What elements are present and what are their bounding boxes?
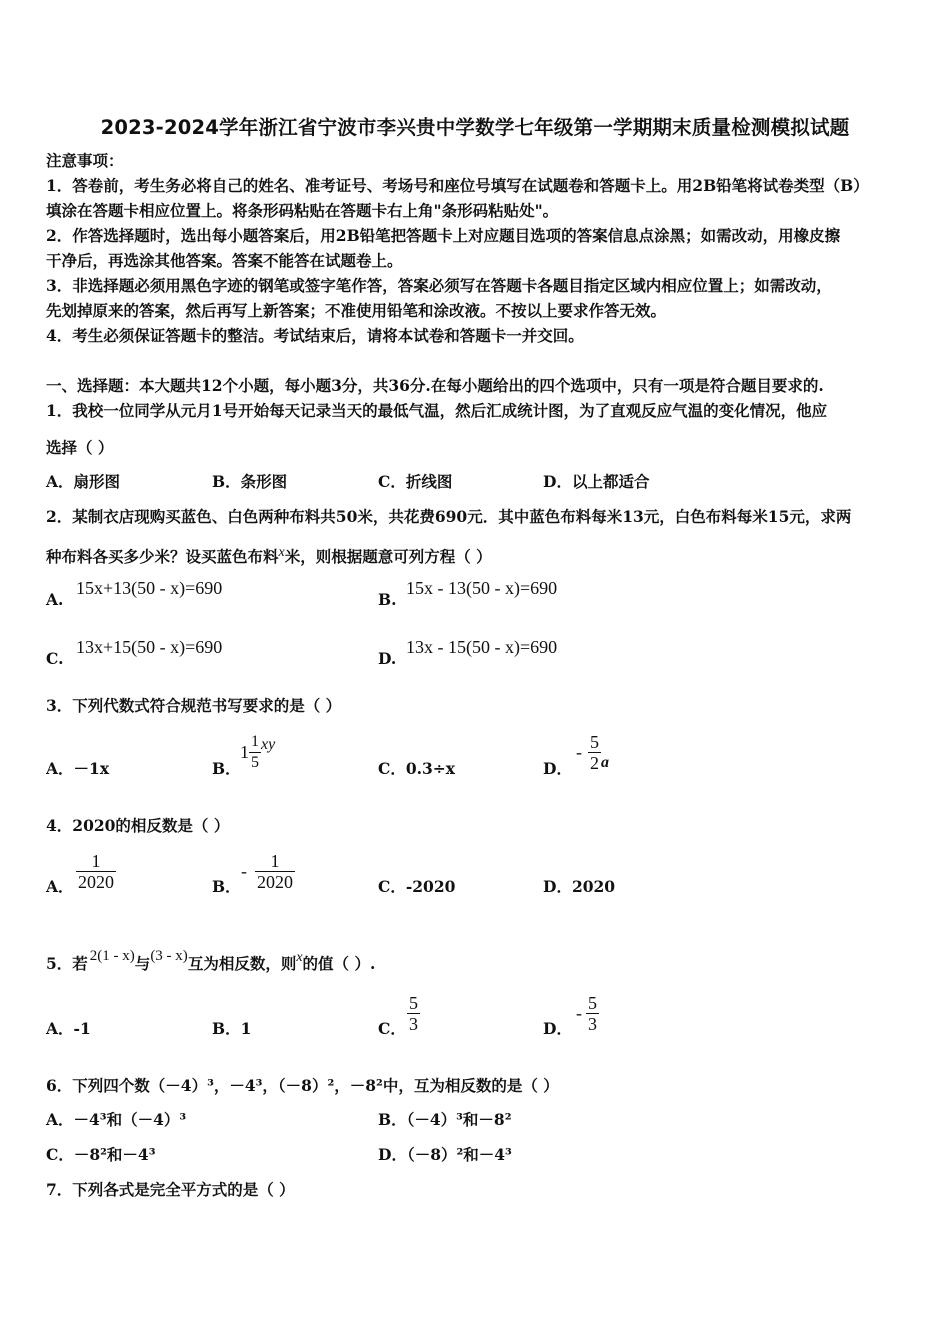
question-4-option-c: C．-2020: [378, 877, 456, 896]
expression-3-minus-x: (3 - x): [150, 948, 188, 964]
question-6-option-d: D．（－8）²和－4³: [378, 1145, 512, 1164]
question-6-stem: 6．下列四个数（－4）³，－4³，（－8）²，－8²中，互为相反数的是（ ）: [46, 1076, 559, 1095]
question-2-equation-c: 13x+15(50 - x)=690: [76, 637, 223, 657]
question-1-option-c: C．折线图: [378, 472, 453, 491]
question-3-stem: 3．下列代数式符合规范书写要求的是（ ）: [46, 696, 342, 715]
question-3-option-d-math: [576, 732, 609, 773]
notice-line: 2．作答选择题时，选出每小题答案后，用2B铅笔把答题卡上对应题目选项的答案信息点涂黑；如需改动，用橡皮擦: [46, 226, 841, 245]
notice-line: 4．考生必须保证答题卡的整洁。考试结束后，请将本试卷和答题卡一并交回。: [46, 326, 584, 345]
question-1-stem: 1．我校一位同学从元月1号开始每天记录当天的最低气温，然后汇成统计图，为了直观反应气温的变化情况，他应: [46, 401, 828, 420]
variable-xy: xy: [261, 735, 276, 753]
question-5-label-c: C．: [378, 1019, 406, 1038]
fraction-numerator: 5: [588, 993, 597, 1013]
notice-line: 填涂在答题卡相应位置上。将条形码粘贴在答题卡右上角"条形码粘贴处"。: [46, 201, 559, 220]
option-value: －1x: [73, 759, 110, 778]
question-3-option-b-math: [240, 732, 275, 773]
question-5-text: 5．若: [46, 954, 88, 973]
question-1-option-a: A．扇形图: [46, 472, 121, 491]
question-2-equation-b: 15x - 13(50 - x)=690: [406, 578, 558, 598]
notice-line: 先划掉原来的答案，然后再写上新答案；不准使用铅笔和涂改液。不按以上要求作答无效。: [46, 301, 667, 320]
fraction: [249, 732, 261, 773]
question-6-option-b: B．（－4）³和－8²: [378, 1110, 512, 1129]
fraction-denominator: 3: [588, 1014, 597, 1034]
option-value: 0.3÷x: [405, 759, 456, 778]
question-5-option-c-math: [407, 993, 420, 1034]
question-2-label-d: D.: [378, 649, 397, 668]
question-4-label-a: A．: [46, 877, 74, 896]
fraction: [586, 993, 599, 1034]
question-5-option-a: A．-1: [46, 1019, 91, 1038]
variable-x: x: [296, 950, 303, 965]
question-2-label-b: B.: [378, 590, 397, 609]
question-5-label-d: D．: [543, 1019, 572, 1038]
question-5-option-b: B．1: [212, 1019, 252, 1038]
notice-line: 1．答卷前，考生务必将自己的姓名、准考证号、考场号和座位号填写在试题卷和答题卡上。用2B铅笔将试卷类型（B）: [46, 176, 869, 195]
fraction-denominator: 5: [251, 754, 259, 771]
fraction-numerator: 5: [590, 732, 599, 752]
fraction-numerator: 1: [249, 732, 261, 753]
question-5-text-post: 互为相反数，则: [187, 954, 297, 973]
question-4-option-b-math: [241, 851, 295, 892]
fraction-denominator: 3: [409, 1014, 418, 1034]
question-1-option-d: D．以上都适合: [543, 472, 650, 491]
minus-sign: -: [576, 742, 582, 762]
fraction-numerator: 5: [409, 993, 418, 1013]
question-3-label-d: D．: [543, 759, 572, 778]
notice-line: 干净后，再选涂其他答案。答案不能答在试题卷上。: [46, 251, 403, 270]
question-5-text-end: 的值（ ）.: [302, 954, 376, 973]
question-6-option-c: C．－8²和－4³: [46, 1145, 156, 1164]
fraction-numerator: 1: [255, 851, 295, 872]
question-4-option-a-math: [76, 851, 116, 892]
minus-sign: -: [241, 861, 247, 881]
mixed-number-whole: 1: [240, 742, 249, 762]
expression-2-1-minus-x: 2(1 - x): [89, 948, 135, 964]
page-title: 2023-2024学年浙江省宁波市李兴贵中学数学七年级第一学期期末质量检测模拟试题: [100, 116, 850, 139]
fraction: [588, 732, 601, 773]
question-5-option-d-math: [576, 993, 599, 1034]
variable-x: x: [278, 545, 285, 560]
question-3-label-b: B．: [212, 759, 241, 778]
question-2-text: 种布料各买多少米？设买蓝色布料: [46, 547, 279, 566]
notice-heading: 注意事项：: [46, 151, 124, 170]
question-4-label-b: B．: [212, 877, 241, 896]
question-1-stem-cont: 选择（ ）: [46, 438, 114, 457]
question-3-option-c: [378, 757, 455, 779]
fraction-denominator: 2020: [257, 872, 293, 892]
question-2-stem: 2．某制衣店现购买蓝色、白色两种布料共50米，共花费690元．其中蓝色布料每米13元，白色布料每米15元，求两: [46, 507, 852, 526]
fraction: [407, 993, 420, 1034]
question-3-option-a: [46, 757, 109, 779]
question-2-equation-a: 15x+13(50 - x)=690: [76, 578, 223, 598]
question-5-text-mid: 与: [134, 954, 151, 973]
question-4-option-d: D．2020: [543, 877, 616, 896]
question-6-option-a: A．－4³和（－4）³: [46, 1110, 187, 1129]
question-2-equation-d: 13x - 15(50 - x)=690: [406, 637, 558, 657]
fraction: [255, 851, 295, 892]
fraction-denominator: 2: [590, 753, 599, 773]
question-7-stem: 7．下列各式是完全平方式的是（ ）: [46, 1180, 295, 1199]
minus-sign: -: [576, 1003, 582, 1023]
question-4-stem: 4．2020的相反数是（ ）: [46, 816, 230, 835]
section-heading: 一、选择题：本大题共12个小题，每小题3分，共36分.在每小题给出的四个选项中，只有一项是符合题目要求的.: [46, 376, 824, 395]
option-label: C．: [378, 759, 406, 778]
fraction: [76, 851, 116, 892]
fraction-denominator: 2020: [78, 872, 114, 892]
question-2-label-c: C.: [46, 649, 64, 668]
question-2-stem-cont: [46, 543, 492, 567]
question-2-text-end: 米，则根据题意可列方程（ ）: [284, 547, 492, 566]
question-1-option-b: B．条形图: [212, 472, 288, 491]
question-2-label-a: A.: [46, 590, 64, 609]
option-label: A．: [46, 759, 74, 778]
fraction-numerator: 1: [76, 851, 116, 872]
variable-a: a: [601, 753, 609, 771]
notice-line: 3．非选择题必须用黑色字迹的钢笔或签字笔作答，答案必须写在答题卡各题目指定区域内相应位置上；如需改动，: [46, 276, 832, 295]
question-5-stem: [46, 946, 375, 974]
